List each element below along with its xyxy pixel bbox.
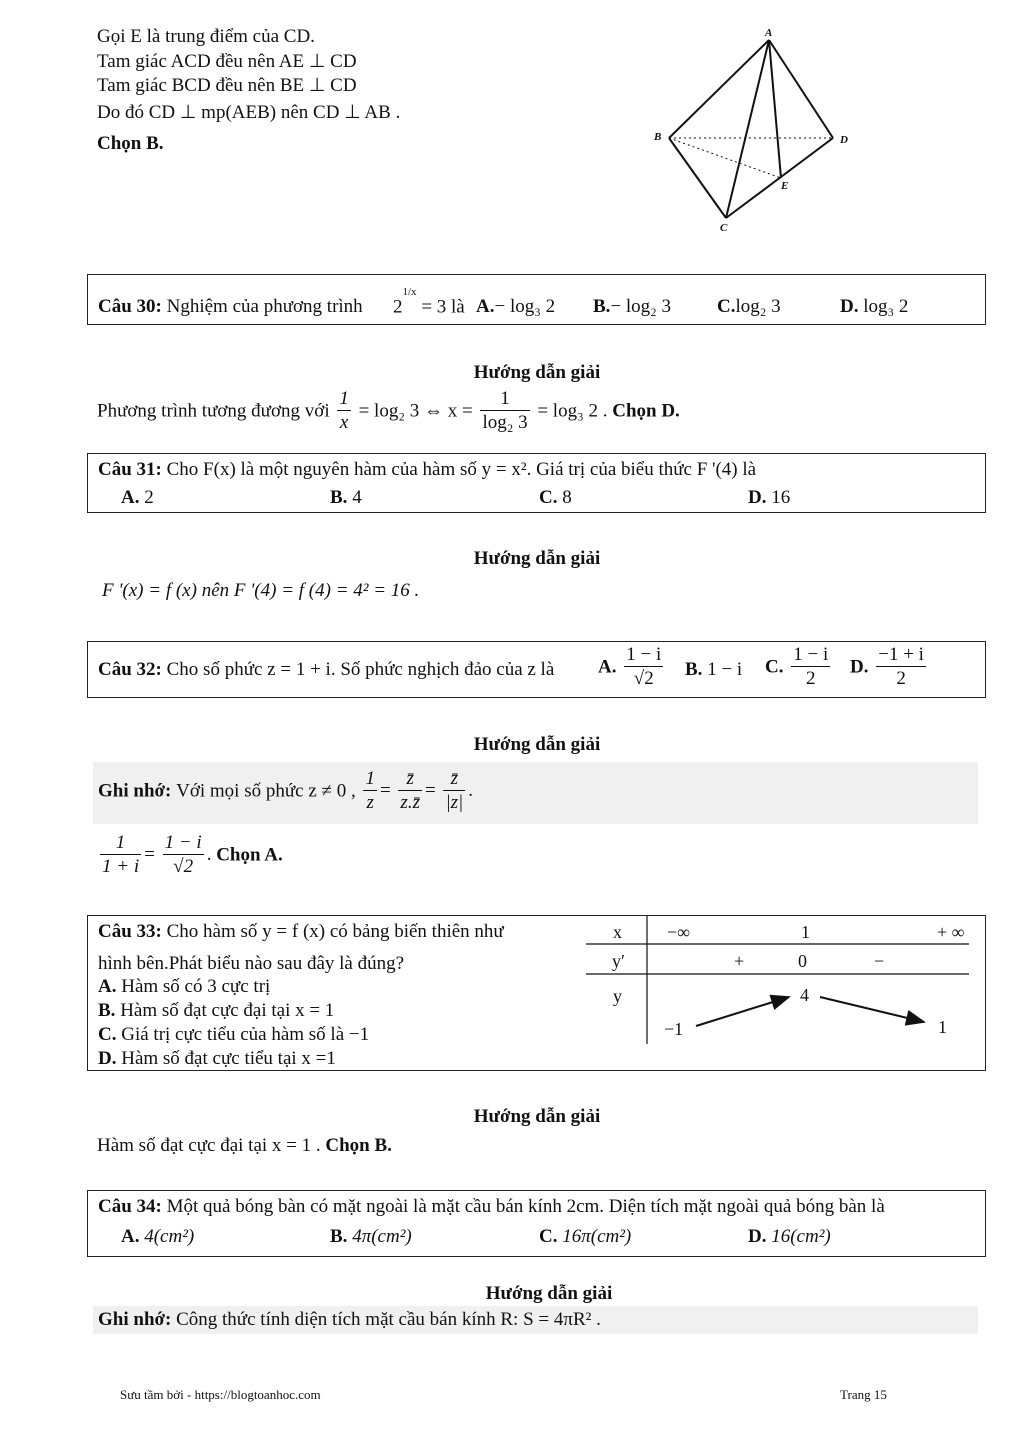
q30-optC: log₂ 3: [735, 296, 781, 317]
intro-line-3: Tam giác BCD đều nên BE ⊥ CD: [97, 75, 357, 96]
q33-optC: Giá trị cực tiểu của hàm số là −1: [121, 1024, 370, 1045]
q34-optB: 4π(cm²): [352, 1226, 412, 1247]
variation-table: [584, 916, 984, 1056]
q32-optD: D. $\frac{-1 + i}{2}$: [850, 644, 924, 689]
q32-optA: A. $\frac{1 - i}{√2}$: [598, 644, 662, 689]
table-x: x: [613, 922, 622, 942]
q30-equation: $2^{1/x} = 3$ là: [393, 286, 465, 318]
solution-32: $\frac{1}{1 + i}$ = $\frac{1 - i}{√2}$ . Chọn A.: [102, 832, 283, 877]
q33-optB: Hàm số đạt cực đại tại x = 1: [120, 1000, 335, 1021]
q33-optA: Hàm số có 3 cực trị: [121, 976, 271, 997]
solution-33: Hàm số đạt cực đại tại x = 1 . Chọn B.: [97, 1135, 392, 1156]
tetrahedron-figure: [650, 26, 860, 236]
table-y: y: [613, 986, 622, 1006]
guide-title-30: Hướng dẫn giải: [473, 362, 601, 383]
q30-optD-label: D.: [840, 296, 859, 317]
q31-optB: 4: [352, 487, 362, 508]
table-one: 1: [801, 922, 810, 942]
guide-title-31: Hướng dẫn giải: [473, 548, 601, 569]
table-minus: −: [874, 951, 885, 971]
q34-optD: 16(cm²): [771, 1226, 831, 1247]
q32-optB: B. 1 − i: [685, 659, 743, 680]
guide-title-32: Hướng dẫn giải: [473, 734, 601, 755]
q30-optB-label: B.: [593, 296, 611, 317]
q33-optD: Hàm số đạt cực tiểu tại x =1: [121, 1048, 336, 1069]
q34-optA: 4(cm²): [144, 1226, 195, 1247]
q30-text: Nghiệm của phương trình: [166, 296, 363, 317]
q31-optD: 16: [771, 487, 791, 508]
q31-text: Cho F(x) là một nguyên hàm của hàm số y = x². Giá trị của biểu thức F '(4) là: [166, 459, 757, 480]
solution-31: F '(x) = f (x) nên F '(4) = f (4) = 4² = 16 .: [102, 580, 420, 601]
label-C: C: [720, 222, 728, 234]
intro-line-4: Do đó CD ⊥ mp(AEB) nên CD ⊥ AB .: [97, 102, 401, 123]
q33-text-2: hình bên.Phát biểu nào sau đây là đúng?: [98, 953, 405, 974]
q32-label: Câu 32:: [98, 659, 162, 680]
guide-title-33: Hướng dẫn giải: [473, 1106, 601, 1127]
solution-30: Phương trình tương đương với $\frac{1}{x}$ = log₂ 3 ⇔ x = $\frac{1}{\text{log₂ 3}}$ = log₃ 2 . Chọn D.: [97, 388, 680, 433]
label-B: B: [654, 131, 662, 143]
guide-title-34: Hướng dẫn giải: [485, 1283, 613, 1304]
question-31-box: Câu 31: Cho F(x) là một nguyên hàm của hàm số y = x². Giá trị của biểu thức F '(4) là A. 2 B. 4 C. 8 D. 16: [87, 453, 986, 513]
label-D: D: [840, 134, 848, 146]
table-pos-inf: + ∞: [937, 922, 965, 942]
label-A: A: [765, 27, 773, 39]
question-32-box: [87, 641, 986, 698]
intro-line-1: Gọi E là trung điểm của CD.: [97, 26, 315, 47]
q30-label: Câu 30:: [98, 296, 162, 317]
q30-optC-label: C.: [717, 296, 736, 317]
q31-optA: 2: [144, 487, 154, 508]
note-34: Ghi nhớ: Công thức tính diện tích mặt cầu bán kính R: S = 4πR² .: [93, 1306, 978, 1334]
q30-optA: − log₃ 2: [494, 296, 556, 317]
q32-optC: C. $\frac{1 - i}{2}$: [765, 644, 829, 689]
footer-source: Sưu tầm bởi - https://blogtoanhoc.com: [120, 1387, 321, 1402]
q34-optC: 16π(cm²): [562, 1226, 632, 1247]
table-neg-one: −1: [664, 1019, 684, 1039]
table-plus: +: [734, 951, 745, 971]
q30-optB: − log₂ 3: [610, 296, 672, 317]
q34-text: Một quả bóng bàn có mặt ngoài là mặt cầu bán kính 2cm. Diện tích mặt ngoài quả bóng bàn là: [166, 1196, 885, 1217]
intro-choose: Chọn B.: [97, 133, 164, 154]
q34-label: Câu 34:: [98, 1196, 162, 1217]
question-33-box: Câu 33: Cho hàm số y = f (x) có bảng biến thiên như hình bên.Phát biểu nào sau đây là đúng? A. Hàm số có 3 cực trị B. Hàm số đạt cực đại tại x = 1 C. Giá trị cực tiểu của hàm số là −1 D. Hàm số đạt cực tiểu tại x =1 x −∞ 1 + ∞ y′ + 0 − y 4 −1 1: [87, 915, 986, 1071]
question-34-box: Câu 34: Một quả bóng bàn có mặt ngoài là mặt cầu bán kính 2cm. Diện tích mặt ngoài quả bóng bàn là A. 4(cm²) B. 4π(cm²) C. 16π(cm²) D. 16(cm²): [87, 1190, 986, 1257]
q33-text-1: Cho hàm số y = f (x) có bảng biến thiên như: [166, 921, 504, 942]
q30-optD: log₃ 2: [863, 296, 909, 317]
q33-label: Câu 33:: [98, 921, 162, 942]
question-30-box: [87, 274, 986, 325]
label-E: E: [781, 180, 789, 192]
table-four: 4: [800, 985, 809, 1005]
table-zero: 0: [798, 951, 807, 971]
q31-optC: 8: [562, 487, 572, 508]
table-y-one: 1: [938, 1017, 947, 1037]
q32-text: Cho số phức z = 1 + i. Số phức nghịch đảo của z là: [166, 659, 555, 680]
note-32: Ghi nhớ: Với mọi số phức z ≠ 0 , $\frac{1}{z}$ = $\frac{z̄}{z.z̄}$ = $\frac{z̄}{|z|}$ .: [93, 762, 978, 824]
q31-label: Câu 31:: [98, 459, 162, 480]
table-yprime: y′: [612, 951, 625, 971]
intro-line-2: Tam giác ACD đều nên AE ⊥ CD: [97, 51, 357, 72]
footer-page-number: Trang 15: [840, 1387, 887, 1402]
table-neg-inf: −∞: [667, 922, 690, 942]
q30-optA-label: A.: [476, 296, 495, 317]
